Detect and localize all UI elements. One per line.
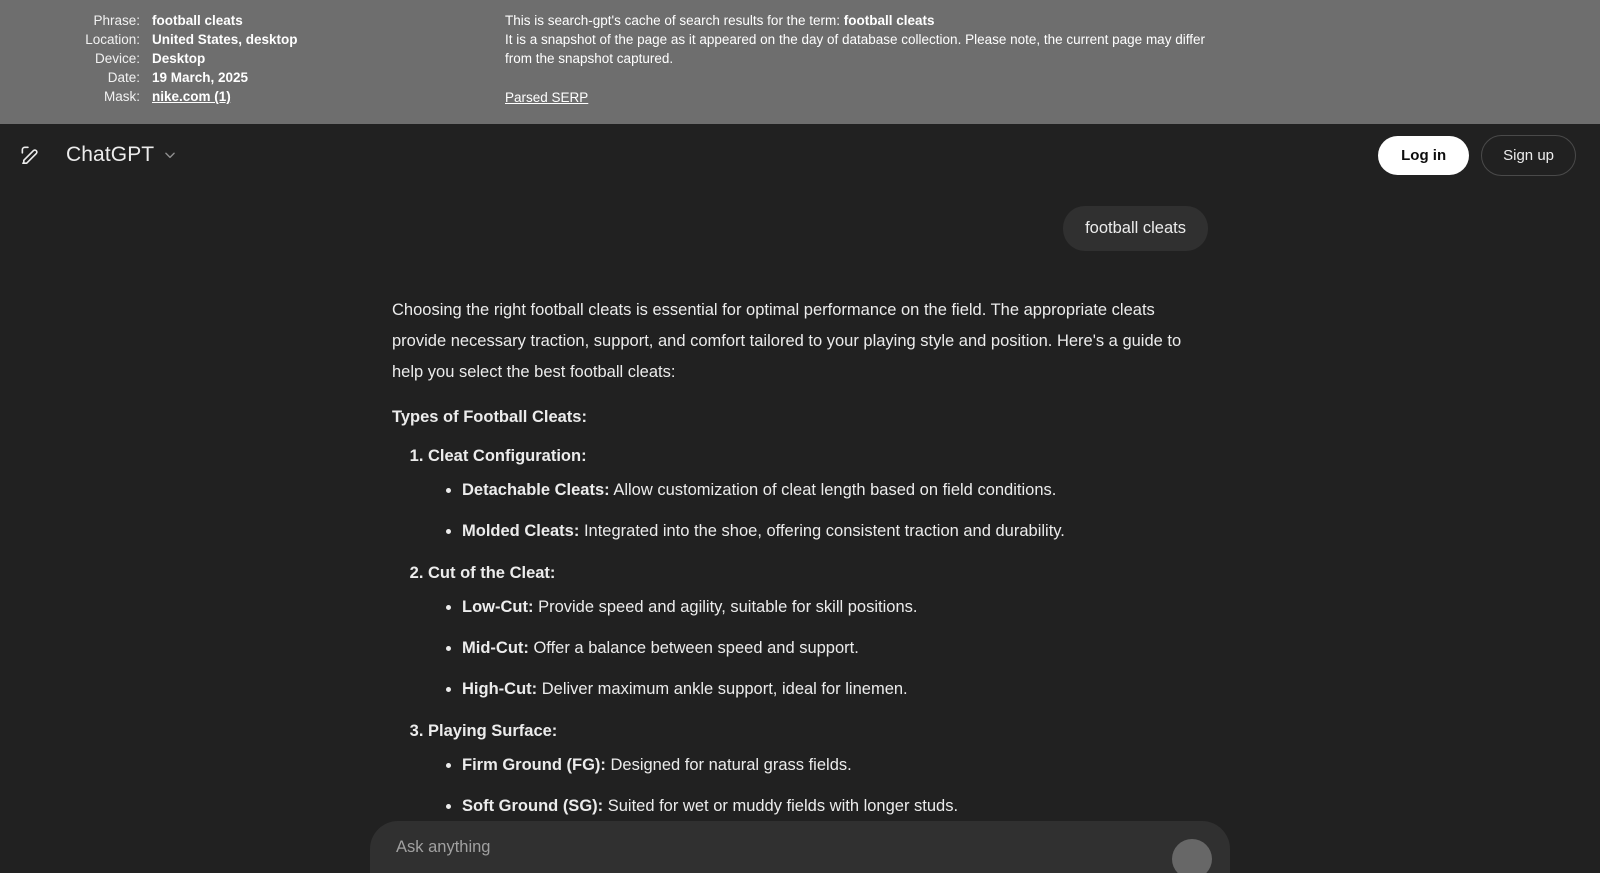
- message-input-placeholder[interactable]: Ask anything: [396, 837, 491, 856]
- list-item: [462, 794, 1208, 818]
- list-item: [462, 595, 1208, 619]
- cache-banner: [0, 0, 1600, 124]
- desc: Designed for natural grass fields.: [605, 756, 852, 774]
- desc: Provide speed and agility, suitable for skill positions.: [533, 598, 918, 616]
- meta-label-location: Location:: [85, 32, 140, 47]
- meta-label-phrase: Phrase:: [93, 13, 140, 28]
- sub-list: [428, 595, 1208, 701]
- term: Firm Ground (FG):: [462, 756, 606, 774]
- cache-note-term: football cleats: [843, 13, 935, 28]
- chat-scroll-area[interactable]: [0, 186, 1600, 873]
- meta-row-date: [78, 68, 420, 87]
- meta-row-location: [78, 30, 420, 49]
- auth-actions: [1378, 135, 1576, 176]
- list-item: [428, 557, 1208, 701]
- cache-meta-list: [0, 11, 420, 106]
- meta-value-mask-link[interactable]: nike.com (1): [152, 89, 231, 104]
- term: Mid-Cut:: [462, 639, 529, 657]
- list-item: [462, 677, 1208, 701]
- meta-value-device: Desktop: [152, 51, 206, 66]
- term: Detachable Cleats:: [462, 481, 610, 499]
- desc: Allow customization of cleat length based on field conditions.: [609, 481, 1057, 499]
- meta-label-date: Date:: [107, 70, 140, 85]
- desc: Offer a balance between speed and support.: [528, 639, 859, 657]
- cache-note-line2: It is a snapshot of the page as it appeared on the day of database collection. Please note, the current page may differ from the snapshot captured.: [505, 32, 1205, 66]
- cache-note: [505, 11, 1225, 107]
- meta-value-date: 19 March, 2025: [152, 70, 249, 85]
- list-item: [462, 636, 1208, 660]
- meta-value-location: United States, desktop: [152, 32, 298, 47]
- user-message-row: [392, 206, 1208, 251]
- chatgpt-app: [0, 124, 1600, 873]
- group-title: Cleat Configuration:: [428, 447, 587, 465]
- login-button[interactable]: Log in: [1378, 136, 1469, 175]
- term: Soft Ground (SG):: [462, 797, 604, 815]
- list-item: [462, 519, 1208, 543]
- chat-thread: [392, 186, 1208, 859]
- list-item: [462, 753, 1208, 777]
- parsed-serp-link[interactable]: Parsed SERP: [505, 90, 589, 105]
- assistant-message: [392, 295, 1208, 859]
- cache-note-line1-prefix: This is search-gpt's cache of search results for the term:: [505, 13, 844, 28]
- chevron-down-icon: [163, 148, 177, 162]
- sub-list: [428, 478, 1208, 543]
- composer[interactable]: [370, 821, 1230, 873]
- new-chat-icon[interactable]: [8, 133, 52, 177]
- assistant-section-heading: Types of Football Cleats:: [392, 408, 587, 426]
- cache-note-line1: [505, 11, 1225, 30]
- meta-row-phrase: [78, 11, 420, 30]
- list-item: [428, 440, 1208, 543]
- desc: Deliver maximum ankle support, ideal for linemen.: [537, 680, 908, 698]
- assistant-intro: Choosing the right football cleats is essential for optimal performance on the field. The appropriate cleats provide necessary traction, support, and comfort tailored to your playing style and position. Here's a guide to help you select the best football cleats:: [392, 301, 1182, 381]
- brand-menu[interactable]: [66, 143, 177, 167]
- brand-name: ChatGPT: [66, 143, 155, 166]
- meta-label-mask: Mask:: [103, 89, 140, 104]
- signup-button[interactable]: Sign up: [1481, 135, 1576, 176]
- meta-row-mask: [78, 87, 420, 106]
- meta-row-device: [78, 49, 420, 68]
- desc: Suited for wet or muddy fields with longer studs.: [603, 797, 959, 815]
- cleat-types-list: [392, 440, 1208, 859]
- user-message-bubble: football cleats: [1063, 206, 1208, 251]
- list-item: [462, 478, 1208, 502]
- term: High-Cut:: [462, 680, 538, 698]
- term: Low-Cut:: [462, 598, 534, 616]
- group-title: Cut of the Cleat:: [428, 564, 556, 582]
- meta-value-phrase: football cleats: [152, 13, 243, 28]
- app-topbar: [0, 124, 1600, 186]
- meta-label-device: Device:: [94, 51, 140, 66]
- group-title: Playing Surface:: [428, 722, 558, 740]
- desc: Integrated into the shoe, offering consistent traction and durability.: [579, 522, 1065, 540]
- term: Molded Cleats:: [462, 522, 580, 540]
- send-button[interactable]: [1172, 839, 1212, 873]
